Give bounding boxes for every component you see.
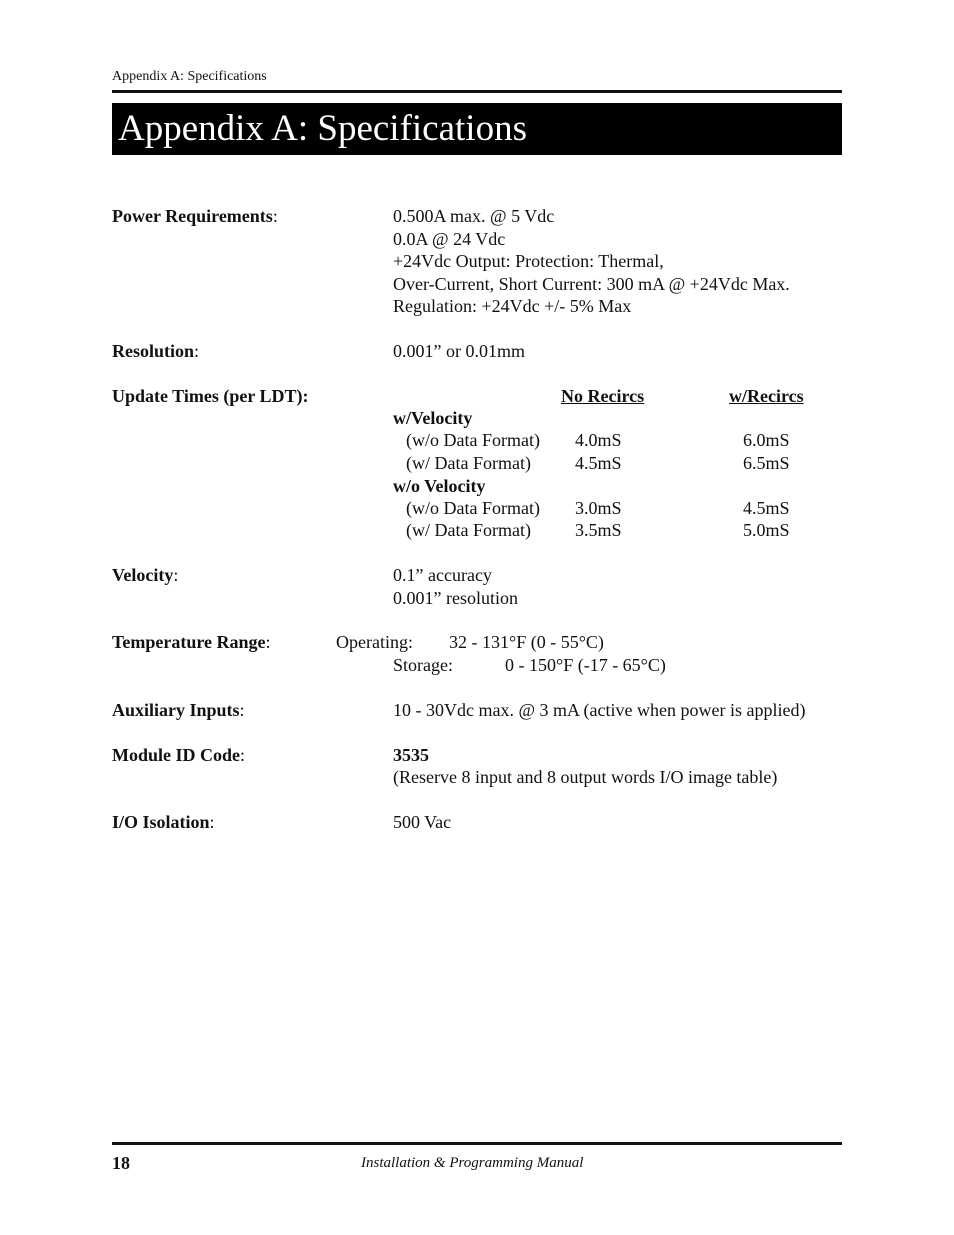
velocity-line: 0.1” accuracy xyxy=(393,565,492,585)
io-isolation-value: 500 Vac xyxy=(393,812,452,832)
power-values xyxy=(393,205,790,318)
resolution-value: 0.001” or 0.01mm xyxy=(393,341,525,361)
velocity-label: Velocity: xyxy=(112,565,179,585)
row-no-recircs: 3.0mS xyxy=(575,498,622,518)
page-number: 18 xyxy=(112,1153,130,1173)
row-w-recircs: 5.0mS xyxy=(743,520,790,540)
velocity-line: 0.001” resolution xyxy=(393,587,518,608)
group-wo-velocity: w/o Velocity xyxy=(393,476,486,496)
header-rule xyxy=(112,90,842,93)
operating-value: 32 - 131°F (0 - 55°C) xyxy=(449,632,604,652)
resolution-label: Resolution: xyxy=(112,341,200,361)
footer-rule xyxy=(112,1142,842,1145)
manual-title: Installation & Programming Manual xyxy=(361,1155,584,1171)
storage-value: 0 - 150°F (-17 - 65°C) xyxy=(505,655,666,675)
col-header-no-recircs: No Recircs xyxy=(561,386,645,406)
page-title: Appendix A: Specifications xyxy=(118,108,527,149)
update-times-label: Update Times (per LDT): xyxy=(112,386,309,406)
col-header-w-recircs: w/Recircs xyxy=(729,386,804,406)
row-no-recircs: 4.0mS xyxy=(575,430,622,450)
row-no-recircs: 4.5mS xyxy=(575,453,622,473)
power-line: +24Vdc Output: Protection: Thermal, xyxy=(393,251,664,271)
aux-inputs-value: 10 - 30Vdc max. @ 3 mA (active when power is applied) xyxy=(393,700,806,720)
temperature-label: Temperature Range: xyxy=(112,632,271,652)
power-line: Regulation: +24Vdc +/- 5% Max xyxy=(393,296,632,316)
module-id-code: 3535 xyxy=(393,745,429,765)
row-format: (w/o Data Format) xyxy=(406,498,540,518)
power-line: Over-Current, Short Current: 300 mA @ +24Vdc Max. xyxy=(393,273,790,294)
row-w-recircs: 4.5mS xyxy=(743,498,790,518)
power-line: 0.0A @ 24 Vdc xyxy=(393,228,506,249)
row-format: (w/ Data Format) xyxy=(406,520,531,540)
running-header: Appendix A: Specifications xyxy=(112,69,267,84)
velocity-values xyxy=(393,564,518,609)
operating-label: Operating: xyxy=(336,632,413,652)
row-w-recircs: 6.0mS xyxy=(743,430,790,450)
aux-inputs-label: Auxiliary Inputs: xyxy=(112,700,245,720)
row-w-recircs: 6.5mS xyxy=(743,453,790,473)
row-format: (w/o Data Format) xyxy=(406,430,540,450)
row-no-recircs: 3.5mS xyxy=(575,520,622,540)
row-format: (w/ Data Format) xyxy=(406,453,531,473)
title-bar xyxy=(112,103,842,155)
power-line: 0.500A max. @ 5 Vdc xyxy=(393,206,555,226)
module-id-note: (Reserve 8 input and 8 output words I/O image table) xyxy=(393,767,778,787)
storage-label: Storage: xyxy=(393,655,453,675)
module-id-label: Module ID Code: xyxy=(112,745,246,765)
io-isolation-label: I/O Isolation: xyxy=(112,812,215,832)
power-label: Power Requirements: xyxy=(112,206,278,226)
group-w-velocity: w/Velocity xyxy=(393,408,473,428)
